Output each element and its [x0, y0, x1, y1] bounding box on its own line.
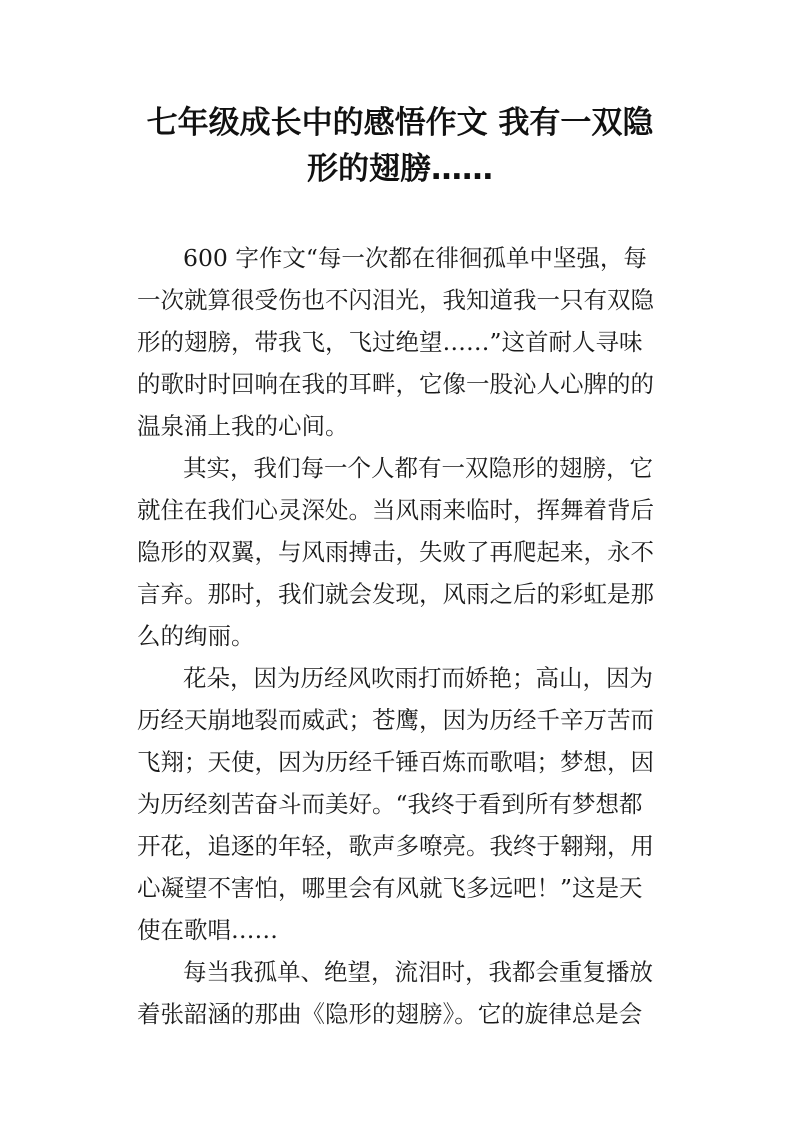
text-line: 为历经刻苦奋斗而美好。“我终于看到所有梦想都	[137, 790, 643, 818]
text-line: 一次就算很受伤也不闪泪光，我知道我一只有双隐	[137, 286, 654, 314]
text-line: 飞翔；天使，因为历经千锤百炼而歌唱；梦想，因	[137, 748, 654, 776]
text-line: 600 字作文“每一次都在徘徊孤单中坚强，每	[183, 244, 647, 272]
text-line: 么的绚丽。	[137, 622, 255, 650]
paragraph-3	[137, 657, 667, 951]
title-line: 形的翅膀……	[307, 151, 493, 187]
text-line: 开花，追逐的年轻，歌声多嘹亮。我终于翱翔，用	[137, 832, 654, 860]
paragraph-4	[137, 951, 667, 1035]
text-line: 花朵，因为历经风吹雨打而娇艳；高山，因为	[183, 664, 653, 692]
text-line: 隐形的双翼，与风雨搏击，失败了再爬起来，永不	[137, 538, 654, 566]
paragraph-2	[137, 447, 667, 657]
text-line: 每当我孤单、绝望，流泪时，我都会重复播放	[183, 958, 653, 986]
text-line: 形的翅膀，带我飞，飞过绝望……”这首耐人寻味	[137, 328, 643, 356]
text-line: 历经天崩地裂而威武；苍鹰，因为历经千辛万苦而	[137, 706, 654, 734]
text-line: 其实，我们每一个人都有一双隐形的翅膀，它	[183, 454, 653, 482]
text-line: 的歌时时回响在我的耳畔，它像一股沁人心脾的的	[137, 370, 654, 398]
title-line: 七年级成长中的感悟作文 我有一双隐	[146, 105, 654, 141]
document-title	[110, 100, 690, 192]
document-body	[137, 237, 667, 1035]
text-line: 就住在我们心灵深处。当风雨来临时，挥舞着背后	[137, 496, 654, 524]
text-line: 着张韶涵的那曲《隐形的翅膀》。它的旋律总是会	[137, 1000, 643, 1028]
paragraph-1	[137, 237, 667, 447]
text-line: 使在歌唱……	[137, 916, 278, 944]
text-line: 温泉涌上我的心间。	[137, 412, 349, 440]
text-line: 言弃。那时，我们就会发现，风雨之后的彩虹是那	[137, 580, 654, 608]
text-line: 心凝望不害怕，哪里会有风就飞多远吧！”这是天	[137, 874, 643, 902]
